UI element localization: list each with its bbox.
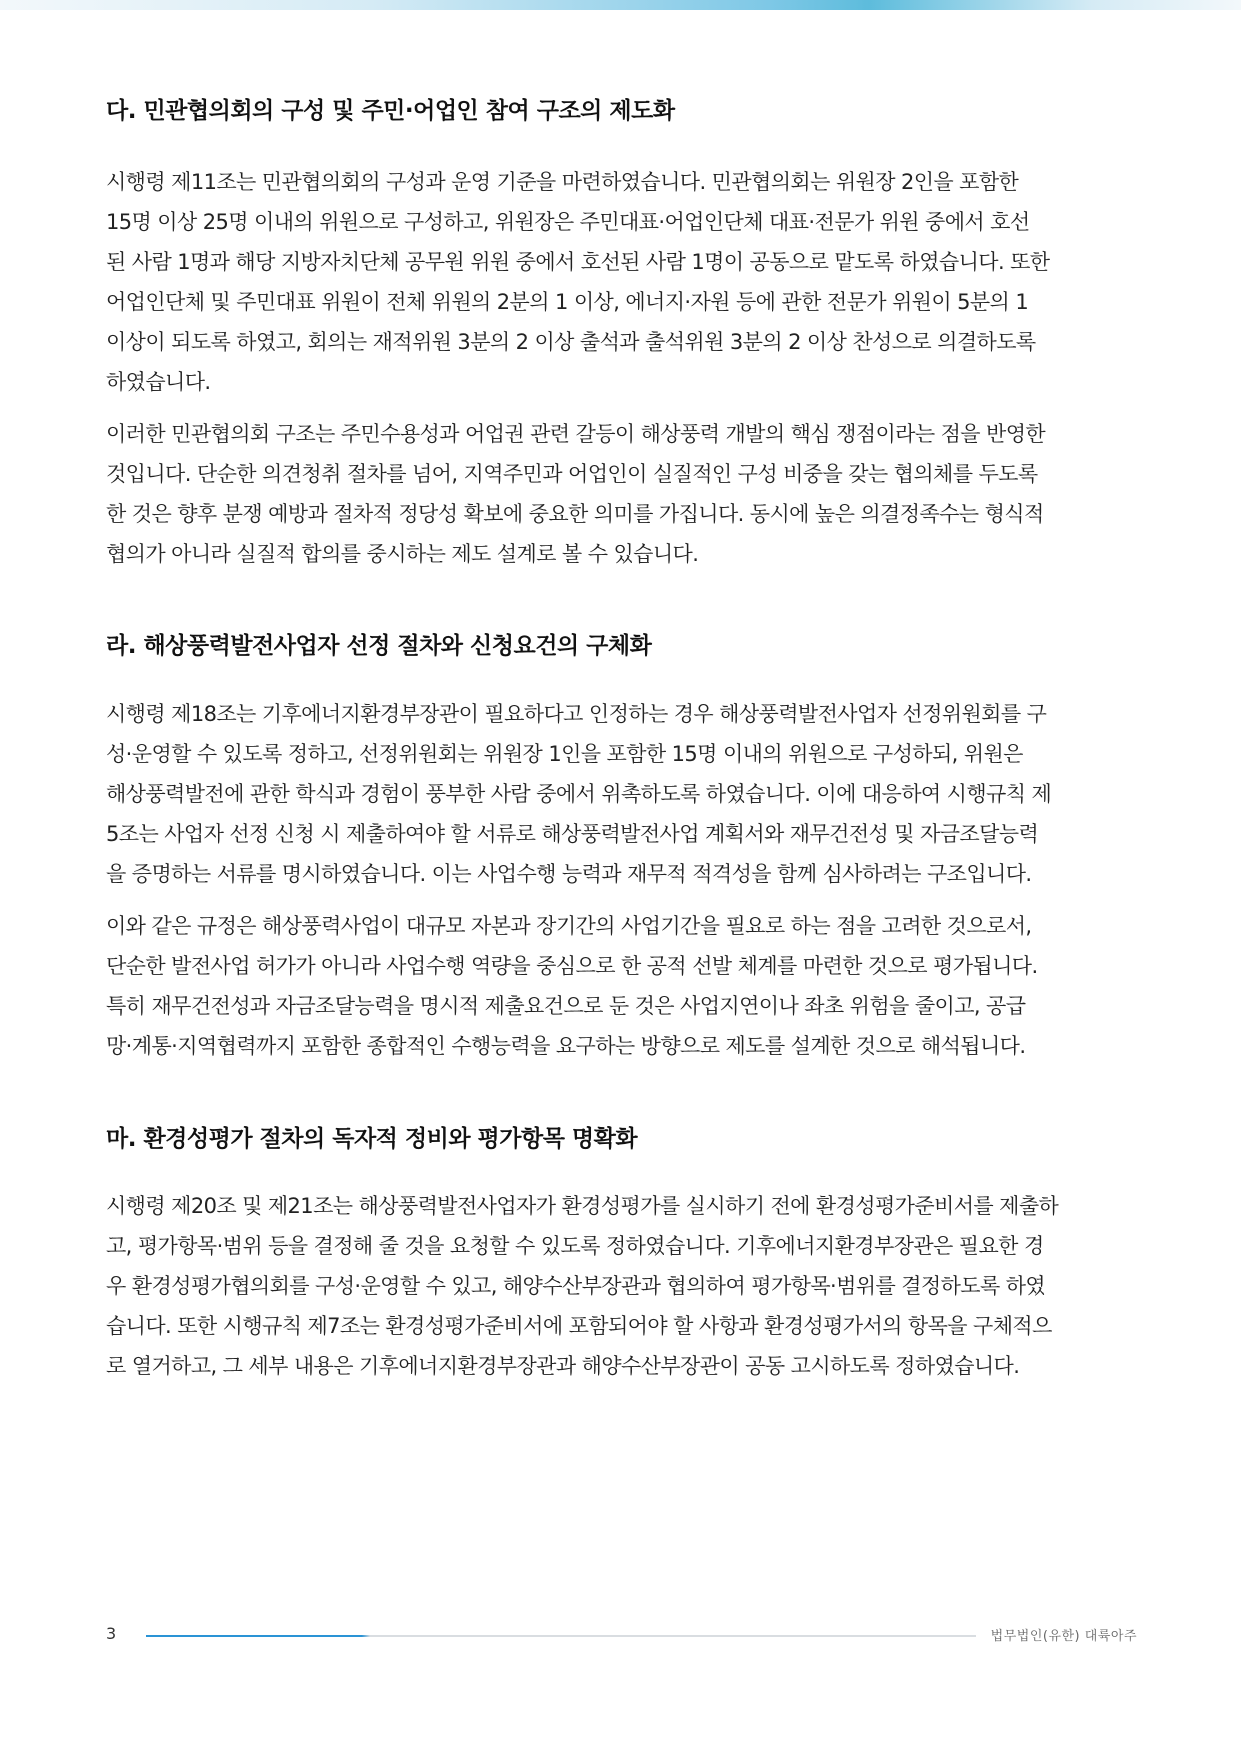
section-heading-ma: 마. 환경성평가 절차의 독자적 정비와 평가항목 명확화 [106,1126,638,1152]
text-line: 을 증명하는 서류를 명시하였습니다. 이는 사업수행 능력과 재무적 적격성을 함께 심사하려는 구조입니다. [106,862,1032,886]
text-line: 어업인단체 및 주민대표 위원이 전체 위원의 2분의 1 이상, 에너지·자원 등에 관한 전문가 위원이 5분의 1 [106,290,1029,314]
section-heading-ra: 라. 해상풍력발전사업자 선정 절차와 신청요건의 구체화 [106,633,652,659]
text-line: 이상이 되도록 하였고, 회의는 재적위원 3분의 2 이상 출석과 출석위원 3분의 2 이상 찬성으로 의결하도록 [106,330,1036,354]
text-line: 협의가 아니라 실질적 합의를 중시하는 제도 설계로 볼 수 있습니다. [106,542,699,566]
text-line: 단순한 발전사업 허가가 아니라 사업수행 역량을 중심으로 한 공적 선발 체계를 마련한 것으로 평가됩니다. [106,954,1038,978]
paragraph-ra-1 [106,694,1136,894]
firm-name: 법무법인(유한) 대륙아주 [990,1629,1137,1644]
section-heading-da: 다. 민관협의회의 구성 및 주민·어업인 참여 구조의 제도화 [106,98,675,124]
text-line: 우 환경성평가협의회를 구성·운영할 수 있고, 해양수산부장관과 협의하여 평가항목·범위를 결정하도록 하였 [106,1274,1046,1298]
text-line: 로 열거하고, 그 세부 내용은 기후에너지환경부장관과 해양수산부장관이 공동 고시하도록 정하였습니다. [106,1354,1020,1378]
page-number: 3 [106,1624,117,1643]
footer-divider [146,1635,976,1637]
text-line: 된 사람 1명과 해당 지방자치단체 공무원 위원 중에서 호선된 사람 1명이 공동으로 맡도록 하였습니다. 또한 [106,250,1050,274]
text-line: 이와 같은 규정은 해상풍력사업이 대규모 자본과 장기간의 사업기간을 필요로 하는 점을 고려한 것으로서, [106,914,1032,938]
text-line: 고, 평가항목·범위 등을 결정해 줄 것을 요청할 수 있도록 정하였습니다. 기후에너지환경부장관은 필요한 경 [106,1234,1044,1258]
text-line: 15명 이상 25명 이내의 위원으로 구성하고, 위원장은 주민대표·어업인단체 대표·전문가 위원 중에서 호선 [106,210,1030,234]
text-line: 하였습니다. [106,370,211,394]
text-line: 습니다. 또한 시행규칙 제7조는 환경성평가준비서에 포함되어야 할 사항과 환경성평가서의 항목을 구체적으 [106,1314,1052,1338]
text-line: 특히 재무건전성과 자금조달능력을 명시적 제출요건으로 둔 것은 사업지연이나 좌초 위험을 줄이고, 공급 [106,994,1026,1018]
text-line: 시행령 제11조는 민관협의회의 구성과 운영 기준을 마련하였습니다. 민관협의회는 위원장 2인을 포함한 [106,170,1019,194]
paragraph-da-1 [106,162,1136,402]
text-line: 이러한 민관협의회 구조는 주민수용성과 어업권 관련 갈등이 해상풍력 개발의 핵심 쟁점이라는 점을 반영한 [106,422,1046,446]
top-accent-bar [0,0,1241,10]
paragraph-ra-2 [106,906,1136,1066]
text-line: 해상풍력발전에 관한 학식과 경험이 풍부한 사람 중에서 위촉하도록 하였습니다. 이에 대응하여 시행규칙 제 [106,782,1052,806]
text-line: 망·계통·지역협력까지 포함한 종합적인 수행능력을 요구하는 방향으로 제도를 설계한 것으로 해석됩니다. [106,1034,1026,1058]
text-line: 시행령 제18조는 기후에너지환경부장관이 필요하다고 인정하는 경우 해상풍력발전사업자 선정위원회를 구 [106,702,1047,726]
text-line: 것입니다. 단순한 의견청취 절차를 넘어, 지역주민과 어업인이 실질적인 구성 비중을 갖는 협의체를 두도록 [106,462,1038,486]
text-line: 5조는 사업자 선정 신청 시 제출하여야 할 서류로 해상풍력발전사업 계획서와 재무건전성 및 자금조달능력 [106,822,1039,846]
text-line: 성·운영할 수 있도록 정하고, 선정위원회는 위원장 1인을 포함한 15명 이내의 위원으로 구성하되, 위원은 [106,742,1023,766]
paragraph-da-2 [106,414,1136,574]
text-line: 시행령 제20조 및 제21조는 해상풍력발전사업자가 환경성평가를 실시하기 전에 환경성평가준비서를 제출하 [106,1194,1059,1218]
text-line: 한 것은 향후 분쟁 예방과 절차적 정당성 확보에 중요한 의미를 가집니다. 동시에 높은 의결정족수는 형식적 [106,502,1044,526]
paragraph-ma-1 [106,1186,1136,1386]
